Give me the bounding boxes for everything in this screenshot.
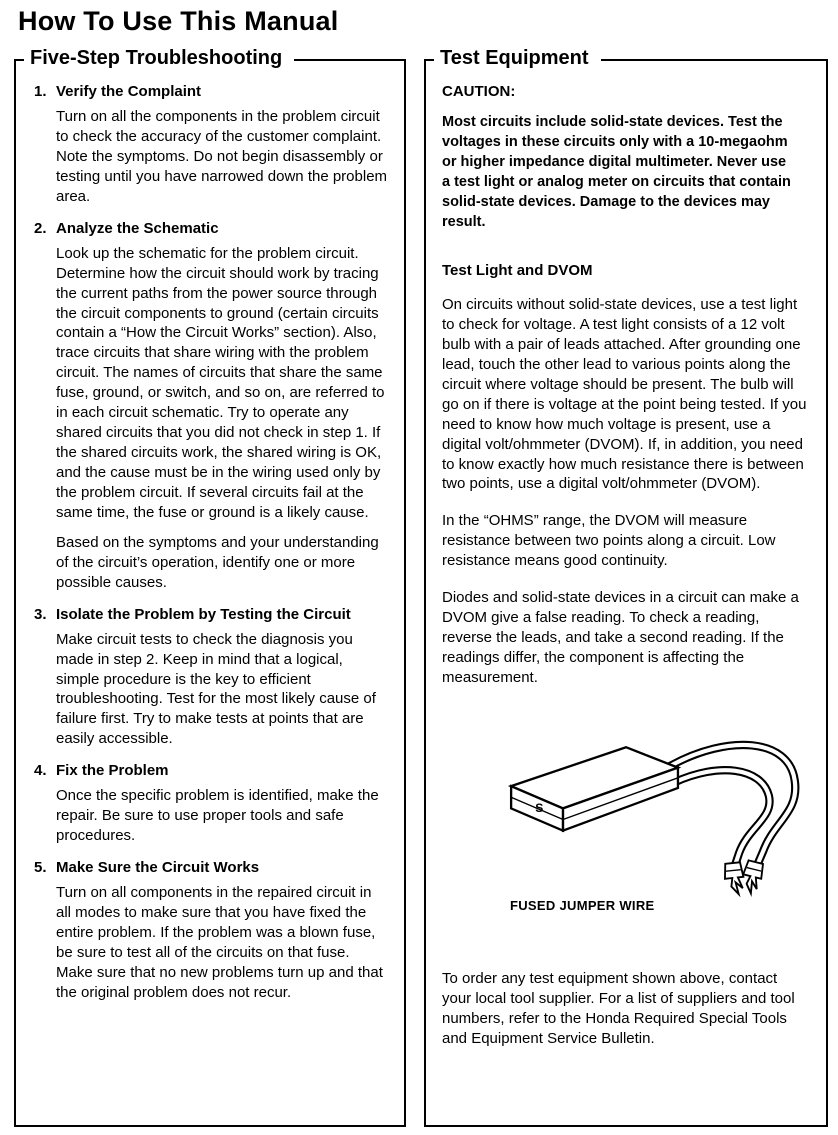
step-2: [30, 220, 390, 593]
test-equipment-paragraph-3: Diodes and solid-state devices in a circuit can make a DVOM give a false reading. To check a reading, reverse the leads, and take a second reading. If the readings differ, the component is affecting the measurement.: [442, 589, 799, 686]
step-5-heading-row: [34, 859, 390, 876]
fuse-holder-body: [511, 747, 678, 830]
caution-label: CAUTION:: [442, 83, 516, 100]
step-3-heading-row: [34, 606, 390, 623]
fuse-label: S: [535, 800, 544, 815]
step-1-heading-row: [34, 83, 390, 100]
step-3-number: 3.: [34, 605, 47, 623]
step-2-paragraph-2: Based on the symptoms and your understanding of the circuit’s operation, identify one or more possible causes.: [56, 533, 379, 591]
step-2-heading-row: [34, 220, 390, 237]
step-1-number: 1.: [34, 83, 47, 100]
step-5-number: 5.: [34, 859, 47, 877]
step-4-number: 4.: [34, 762, 47, 780]
step-2-heading: Analyze the Schematic: [56, 219, 219, 237]
figure-caption: FUSED JUMPER WIRE: [510, 897, 655, 913]
troubleshooting-panel: [14, 47, 406, 1127]
test-equipment-panel-title: Test Equipment: [434, 47, 601, 70]
troubleshooting-panel-body: [16, 61, 404, 1028]
fused-jumper-wire-figure: [492, 712, 812, 913]
test-equipment-paragraph-2: In the “OHMS” range, the DVOM will measure resistance between two points along a circuit. Low resistance means good continuity.: [442, 512, 776, 570]
troubleshooting-panel-title: Five-Step Troubleshooting: [24, 47, 294, 70]
test-equipment-panel-body: [426, 61, 826, 1061]
step-3-heading: Isolate the Problem by Testing the Circuit: [56, 605, 351, 623]
jumper-wire-cable-inner: [674, 770, 769, 864]
step-4-heading-row: [34, 762, 390, 779]
test-light-dvom-heading: Test Light and DVOM: [442, 262, 593, 279]
jumper-wire-cable-outer-fill: [671, 745, 796, 864]
step-1: [30, 83, 390, 207]
step-3-paragraph: Make circuit tests to check the diagnosis you made in step 2. Keep in mind that a logical, simple procedure is the key to efficient troubleshooting. Test for the most likely cause of failure first. Try to make tests at points that are easily accessible.: [56, 630, 376, 748]
step-5-paragraph: Turn on all components in the repaired circuit in all modes to make sure that you have fixed the entire problem. If the problem was a blown fuse, be sure to test all of the circuits on that fuse. Make sure that no new problems turn up and that the original problem does not recur.: [56, 884, 383, 1001]
step-1-heading: Verify the Complaint: [56, 83, 202, 100]
test-equipment-paragraph-1: On circuits without solid-state devices, use a test light to check for voltage. A test light consists of a 12 volt bulb with a pair of leads attached. After grounding one lead, touch the other lead to various points along the circuit where voltage should be present. The bulb will go on if there is voltage at the point being tested. If you need to know how much voltage is present, use a digital volt/ohmmeter (DVOM). If, in addition, you need to know exactly how much resistance there is between two points, use a digital volt/ohmmeter (DVOM).: [442, 296, 807, 493]
fused-jumper-wire-illustration: [492, 712, 812, 902]
jumper-wire-cable-outer: [671, 745, 796, 864]
step-4-heading: Fix the Problem: [56, 762, 169, 780]
step-5: [30, 859, 390, 1003]
step-4-paragraph: Once the specific problem is identified, make the repair. Be sure to use proper tools and safe procedures.: [56, 787, 379, 845]
step-2-paragraph-1: Look up the schematic for the problem circuit. Determine how the circuit should work by tracing the current paths from the power source through the circuit components to ground (certain circuits contain a “How the Circuit Works” section). Also, trace circuits that share wiring with the problem circuit. The names of circuits that share the same fuse, ground, or switch, and so on, are referred to in each circuit schematic. Try to operate any shared circuits that you did not check in step 1. If the shared circuits work, the shared wiring is OK, and the cause must be in the wiring used only by the problem circuit. If several circuits fail at the same time, the fuse or ground is a likely cause.: [56, 244, 385, 521]
two-column-layout: [14, 47, 828, 1127]
step-4: [30, 762, 390, 846]
page-title: How To Use This Manual: [18, 6, 339, 36]
ordering-info-paragraph: To order any test equipment shown above, contact your local tool supplier. For a list of suppliers and tool numbers, refer to the Honda Required Special Tools and Equipment Service Bulletin.: [442, 969, 795, 1047]
alligator-clip-2: [723, 862, 745, 895]
jumper-wire-cable-inner-fill: [674, 770, 769, 864]
step-3: [30, 606, 390, 750]
step-2-number: 2.: [34, 219, 47, 237]
test-equipment-panel: [424, 47, 828, 1127]
step-1-paragraph: Turn on all the components in the problem circuit to check the accuracy of the customer complaint. Note the symptoms. Do not begin disassembly or testing until you have narrowed down the problem area.: [56, 108, 388, 205]
caution-text: Most circuits include solid-state devices. Test the voltages in these circuits only with a 10-megaohm or higher impedance digital multimeter. Never use a test light or analog meter on circuits that contain solid-state devices. Damage to the devices may result.: [442, 114, 791, 230]
step-5-heading: Make Sure the Circuit Works: [56, 859, 260, 877]
